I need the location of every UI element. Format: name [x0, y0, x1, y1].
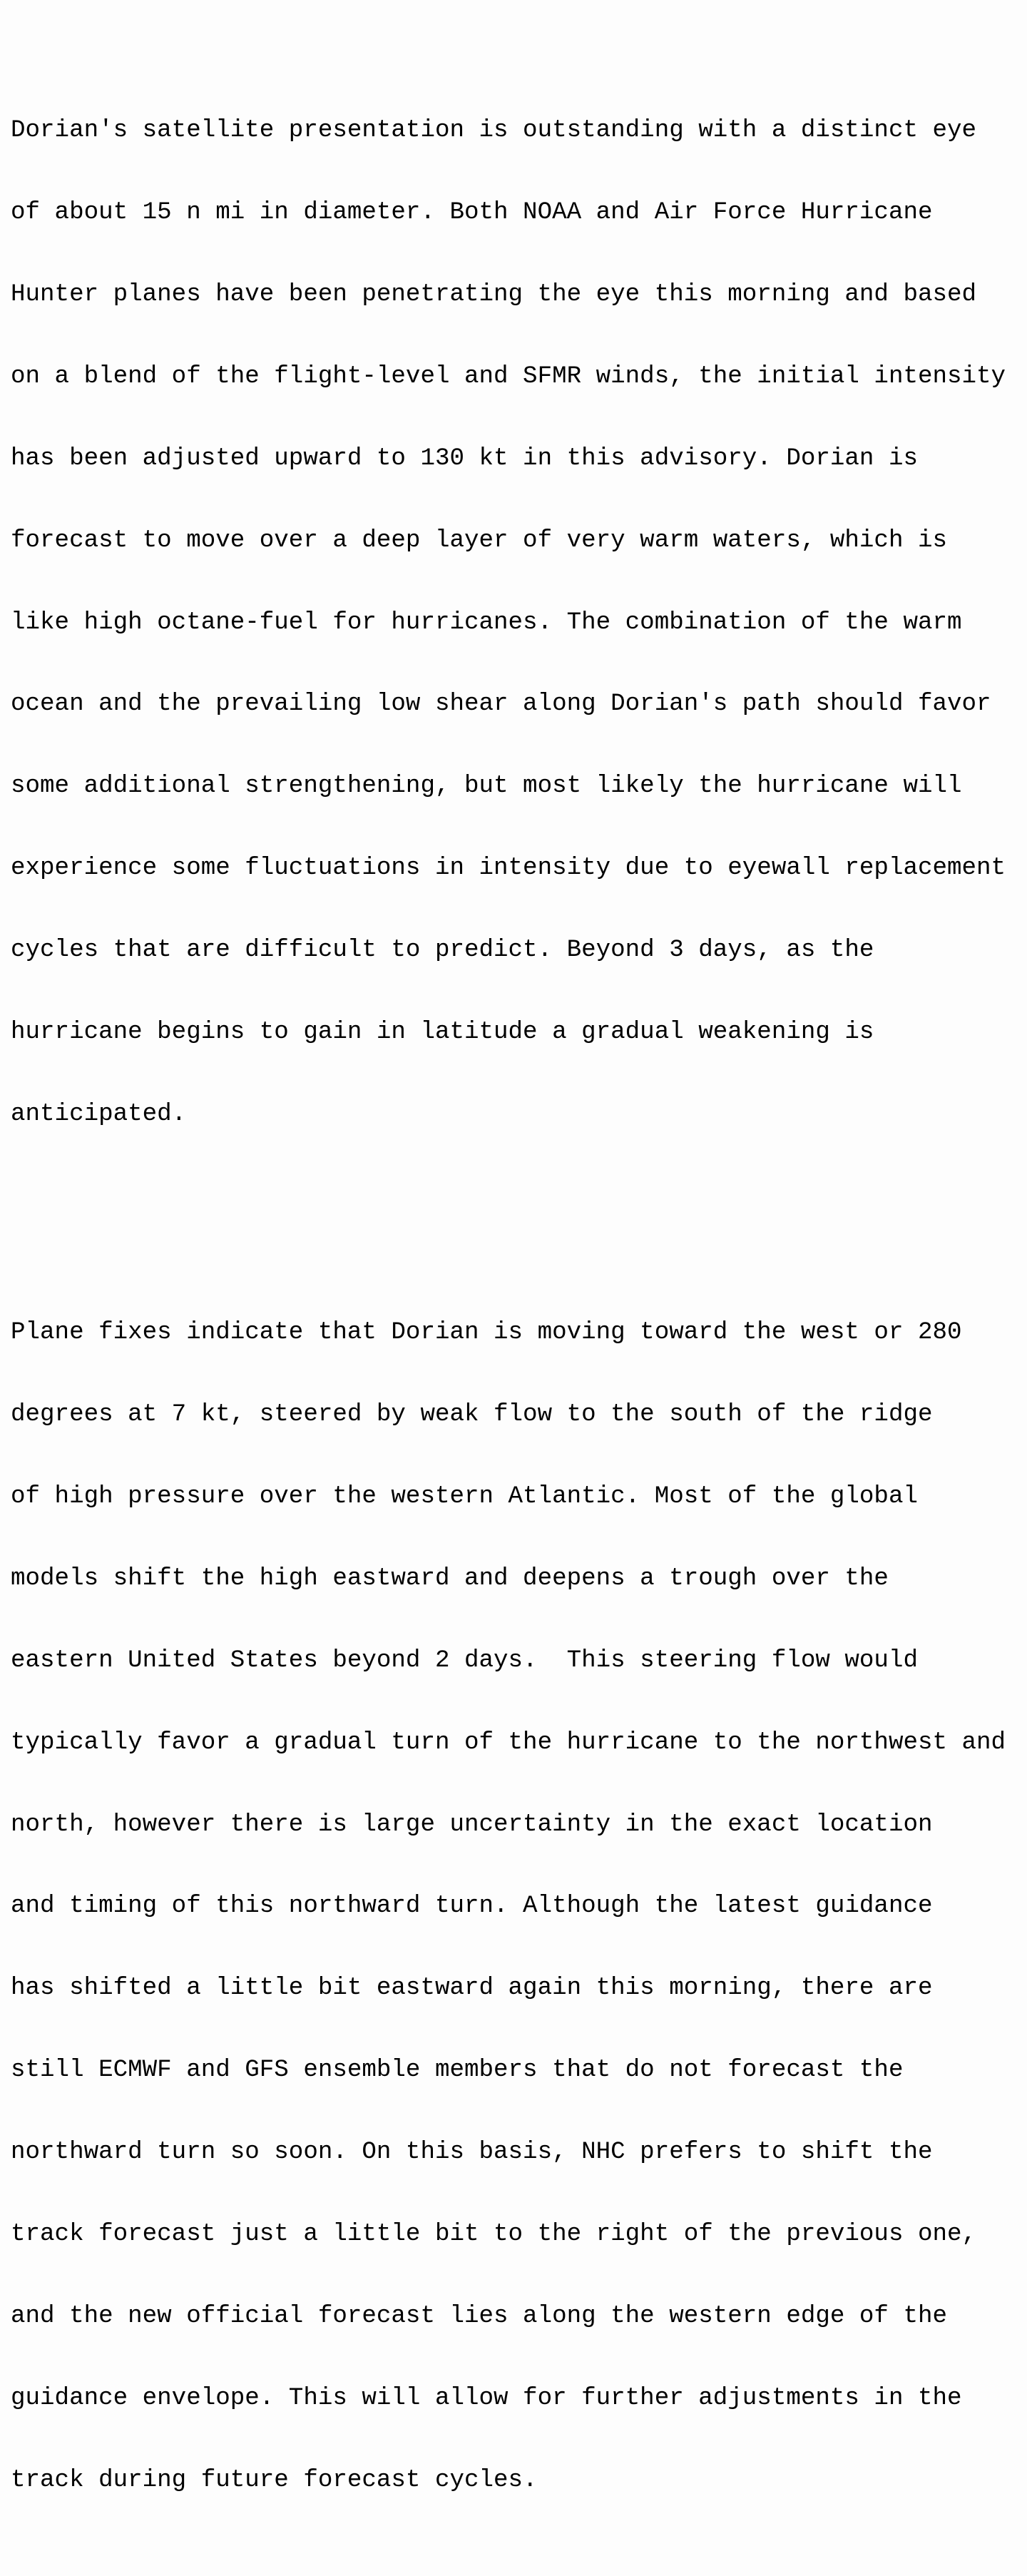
text-line: still ECMWF and GFS ensemble members that do not forecast the	[11, 2057, 904, 2084]
text-line: northward turn so soon. On this basis, NHC prefers to shift the	[11, 2139, 933, 2167]
text-line: of about 15 n mi in diameter. Both NOAA and Air Force Hurricane	[11, 199, 933, 227]
text-line: forecast to move over a deep layer of very warm waters, which is	[11, 526, 948, 554]
text-line: track during future forecast cycles.	[11, 2466, 538, 2494]
text-line: ocean and the prevailing low shear along Dorian's path should favor	[11, 691, 991, 718]
text-line: eastern United States beyond 2 days. This steering flow would	[11, 1646, 918, 1674]
text-line: and the new official forecast lies along the western edge of the	[11, 2302, 948, 2330]
text-line: like high octane-fuel for hurricanes. The combination of the warm	[11, 609, 962, 636]
text-line: and timing of this northward turn. Although the latest guidance	[11, 1893, 933, 1920]
text-line: cycles that are difficult to predict. Beyond 3 days, as the	[11, 937, 874, 964]
text-line: Hunter planes have been penetrating the eye this morning and based	[11, 280, 977, 308]
text-line: of high pressure over the western Atlantic. Most of the global	[11, 1483, 918, 1511]
text-line: Plane fixes indicate that Dorian is moving toward the west or 280	[11, 1319, 962, 1347]
text-line: Dorian's satellite presentation is outstanding with a distinct eye	[11, 117, 977, 145]
forecast-discussion-text	[11, 8, 1006, 2576]
text-line: anticipated.	[11, 1100, 187, 1128]
text-line: typically favor a gradual turn of the hurricane to the northwest and	[11, 1729, 1006, 1756]
text-line: north, however there is large uncertainty in the exact location	[11, 1811, 933, 1838]
text-line: has been adjusted upward to 130 kt in this advisory. Dorian is	[11, 444, 918, 472]
text-line: models shift the high eastward and deepens a trough over the	[11, 1564, 889, 1592]
text-line: some additional strengthening, but most likely the hurricane will	[11, 773, 962, 800]
paragraph-intensity	[11, 63, 1006, 1183]
text-line: has shifted a little bit eastward again this morning, there are	[11, 1975, 933, 2002]
text-line: hurricane begins to gain in latitude a gradual weakening is	[11, 1018, 874, 1046]
paragraph-track	[11, 1265, 1006, 2549]
text-line: degrees at 7 kt, steered by weak flow to the south of the ridge	[11, 1401, 933, 1429]
text-line: guidance envelope. This will allow for further adjustments in the	[11, 2384, 962, 2412]
text-line: on a blend of the flight-level and SFMR winds, the initial intensity	[11, 362, 1006, 390]
text-line: track forecast just a little bit to the right of the previous one,	[11, 2221, 977, 2249]
text-line: experience some fluctuations in intensity due to eyewall replacement	[11, 855, 1006, 882]
